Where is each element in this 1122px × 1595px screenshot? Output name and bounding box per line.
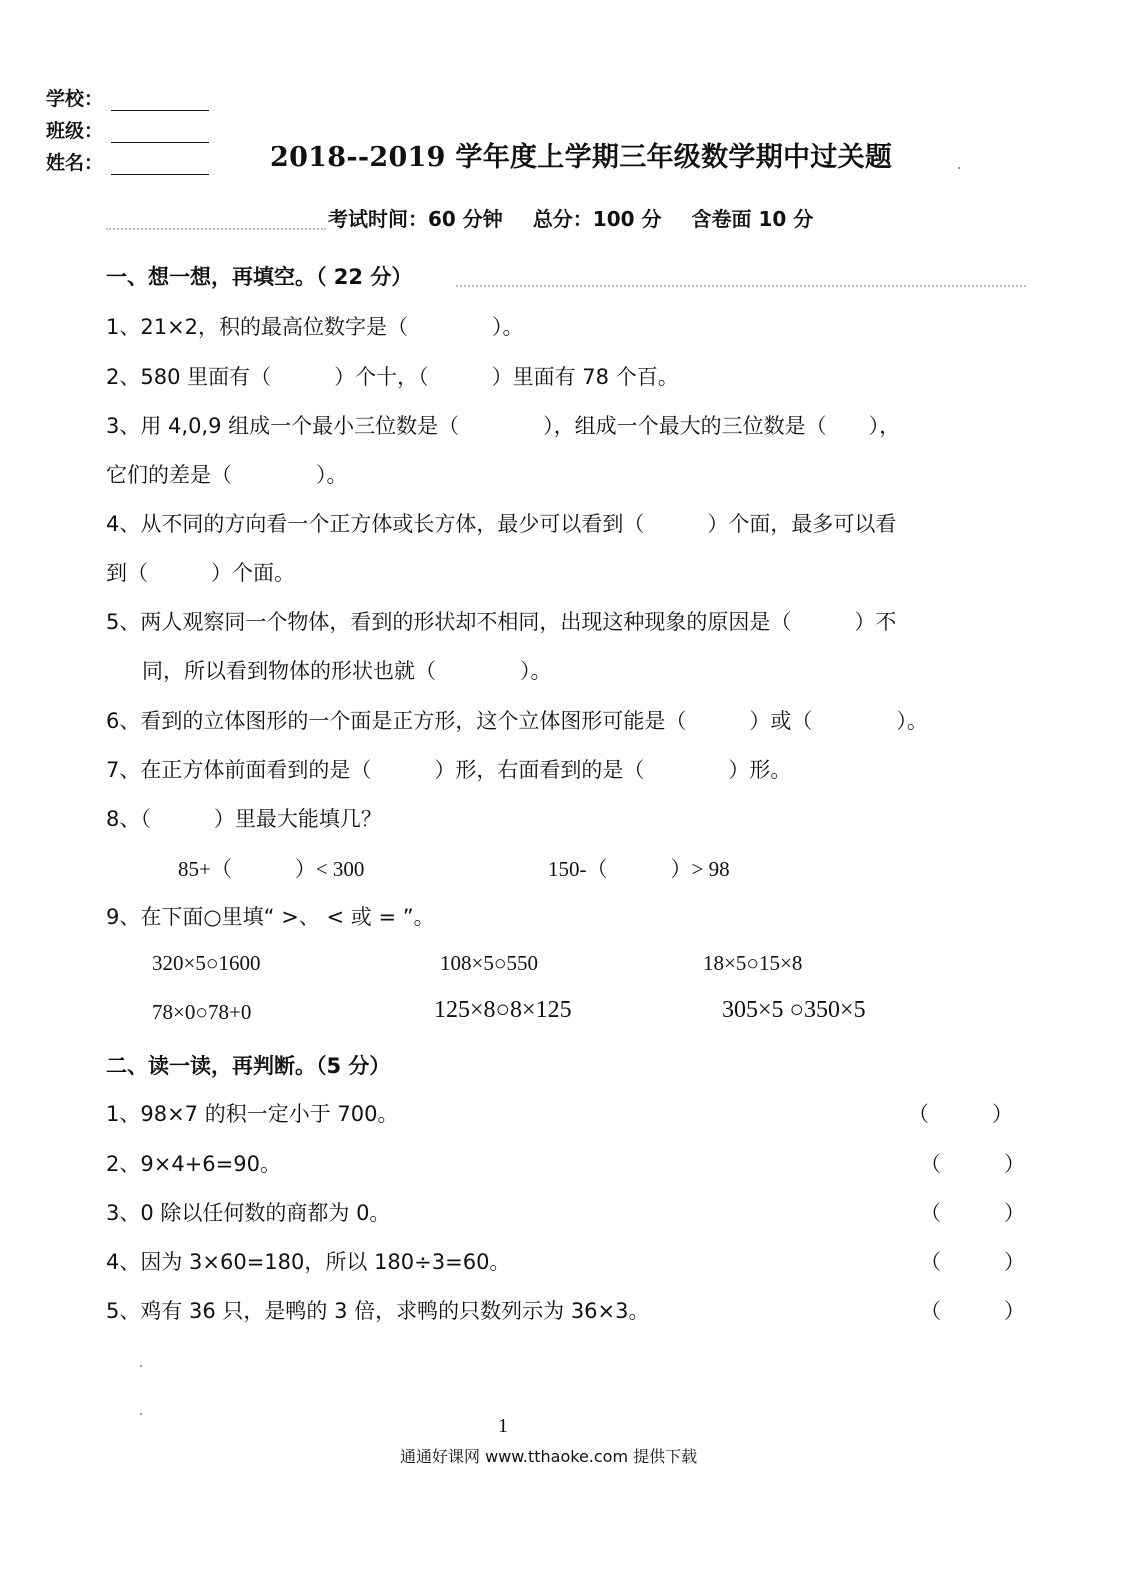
judge-item-2: 2、9×4+6=90。 (106, 1152, 281, 1176)
exam-time: 考试时间：60 分钟 (328, 207, 503, 231)
school-blank (111, 92, 209, 111)
judge-answer-5: （ ） (920, 1299, 1025, 1323)
question-5-cont: 同，所以看到物体的形状也就（ ）。 (142, 659, 552, 683)
footer-source: 通通好课网 www.tthaoke.com 提供下载 (400, 1447, 698, 1466)
question-7: 7、在正方体前面看到的是（ ）形，右面看到的是（ ）形。 (106, 758, 792, 782)
compare-1: 320×5○1600 (152, 951, 261, 975)
section1-heading: 一、想一想，再填空。（ 22 分） (106, 265, 413, 289)
school-label: 学校： (46, 88, 104, 110)
question-2: 2、580 里面有（ ）个十，（ ）里面有 78 个百。 (106, 365, 679, 389)
scan-speck (958, 167, 960, 169)
name-field (46, 148, 209, 175)
section2-heading: 二、读一读，再判断。（5 分） (106, 1054, 391, 1078)
question-3-cont: 它们的差是（ ）。 (106, 463, 348, 487)
scan-speck (140, 1365, 142, 1367)
question-3: 3、用 4,0,9 组成一个最小三位数是（ ），组成一个最大的三位数是（ ）， (106, 414, 901, 438)
question-4: 4、从不同的方向看一个正方体或长方体，最少可以看到（ ）个面，最多可以看 (106, 512, 897, 536)
judge-item-1: 1、98×7 的积一定小于 700。 (106, 1102, 399, 1126)
class-blank (111, 124, 209, 143)
compare-3: 18×5○15×8 (703, 951, 803, 975)
exam-title: 2018--2019 学年度上学期三年级数学期中过关题 (270, 142, 893, 173)
dotted-divider (456, 285, 1026, 287)
judge-answer-2: （ ） (920, 1152, 1025, 1176)
question-5: 5、两人观察同一个物体，看到的形状却不相同，出现这种现象的原因是（ ）不 (106, 610, 897, 634)
compare-6: 305×5 ○350×5 (722, 997, 866, 1023)
judge-item-5: 5、鸡有 36 只，是鸭的 3 倍，求鸭的只数列示为 36×3。 (106, 1299, 650, 1323)
name-blank (111, 156, 209, 175)
question-8b: 150-（ ）> 98 (548, 857, 730, 881)
class-field (46, 116, 209, 143)
scan-speck (140, 1413, 142, 1415)
exam-meta (328, 203, 813, 232)
compare-2: 108×5○550 (440, 951, 539, 975)
compare-5: 125×8○8×125 (434, 997, 572, 1023)
compare-4: 78×0○78+0 (152, 1000, 252, 1024)
exam-total: 总分：100 分 (532, 207, 662, 231)
question-1: 1、21×2，积的最高位数字是（ ）。 (106, 315, 524, 339)
school-field (46, 84, 209, 111)
judge-answer-3: （ ） (920, 1201, 1025, 1225)
judge-answer-1: （ ） (908, 1102, 1013, 1126)
question-9: 9、在下面○里填“ >、 < 或 = ”。 (106, 905, 435, 929)
name-label: 姓名： (46, 152, 104, 174)
question-4-cont: 到（ ）个面。 (106, 561, 295, 585)
exam-neatness: 含卷面 10 分 (691, 207, 814, 231)
question-6: 6、看到的立体图形的一个面是正方形，这个立体图形可能是（ ）或（ ）。 (106, 709, 928, 733)
dotted-divider (106, 228, 326, 230)
class-label: 班级： (46, 120, 104, 142)
page-number: 1 (498, 1415, 508, 1437)
question-8: 8、（ ）里最大能填几？ (106, 807, 382, 831)
judge-answer-4: （ ） (920, 1250, 1025, 1274)
judge-item-3: 3、0 除以任何数的商都为 0。 (106, 1201, 391, 1225)
question-8a: 85+（ ）< 300 (178, 857, 365, 881)
judge-item-4: 4、因为 3×60=180，所以 180÷3=60。 (106, 1250, 511, 1274)
